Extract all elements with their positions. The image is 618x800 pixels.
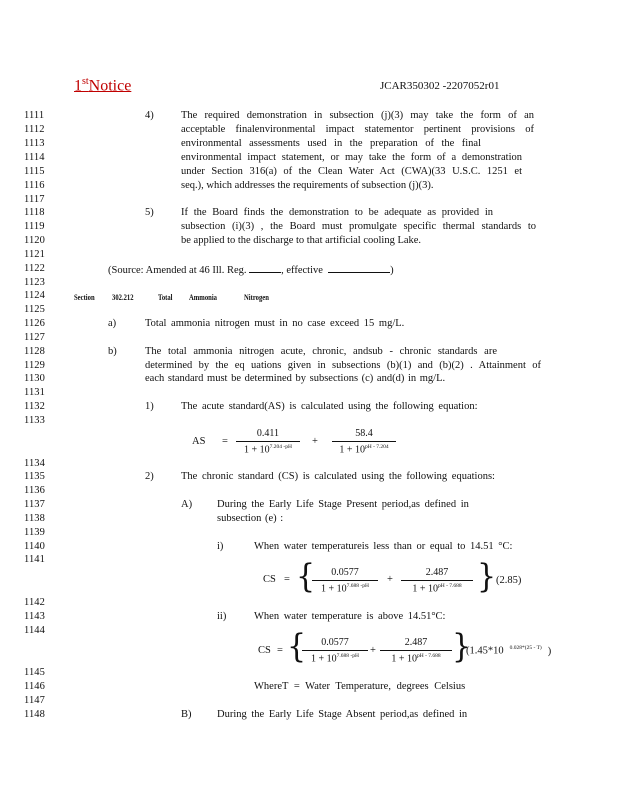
paragraph-line: acceptable finalenvironmental impact statementor pertinent provisions of (181, 124, 534, 135)
line-number: 1120 (24, 235, 46, 246)
document-reference: JCAR350302 -2207052r01 (380, 80, 500, 92)
equation-fraction: $\frac{0.411}{1 + 10^{7.204 -pH}}$ (236, 428, 300, 455)
item-marker: 5) (145, 207, 154, 218)
line-number: 1113 (24, 138, 45, 149)
line-number: 1125 (24, 304, 46, 315)
section-label: Section (74, 292, 95, 302)
equation-fraction: $\frac{0.0577}{1 + 10^{7.688 -pH}}$ (312, 567, 378, 594)
definition-line: WhereT = Water Temperature, degrees Celsius (254, 681, 466, 692)
equation-fraction: $\frac{2.487}{1 + 10^{pH - 7.688}}$ (380, 637, 452, 664)
equation-plus: + (370, 645, 376, 656)
paragraph-line: each standard must be determined by subsections (c) and(d) in mg/L. (145, 373, 446, 384)
line-number: 1127 (24, 332, 46, 343)
paragraph-line: determined by the eq uations given in subsections (b)(1) and (b)(2) . Attainment of (145, 360, 541, 371)
equation-factor: (1.45*10 $^{0.028*(25 - T)}$ ) (466, 645, 552, 657)
equation-lhs: CS (258, 645, 271, 656)
paragraph-line: under Section 316(a) of the Clean Water Act (CWA)(33 U.S.C. 1251 et (181, 166, 522, 177)
line-number: 1128 (24, 346, 46, 357)
section-title: Ammonia (189, 292, 217, 302)
line-number: 1116 (24, 180, 45, 191)
line-number: 1124 (24, 290, 46, 301)
paragraph-line: During the Early Life Stage Present period,as defined in (217, 499, 469, 510)
paragraph-line: seq.), which addresses the requirements of subsection (j)(3). (181, 180, 434, 191)
line-number: 1118 (24, 207, 45, 218)
notice-heading: 1stNotice (74, 76, 132, 95)
line-number: 1119 (24, 221, 45, 232)
equation-factor: (2.85) (496, 575, 522, 586)
line-number: 1141 (24, 554, 46, 565)
line-number: 1122 (24, 263, 46, 274)
left-brace: { (287, 627, 307, 666)
item-marker: A) (181, 499, 193, 510)
item-marker: 2) (145, 471, 154, 482)
line-number: 1123 (24, 277, 46, 288)
line-number: 1143 (24, 611, 46, 622)
paragraph-line: If the Board finds the demonstration to be adequate as provided in (181, 207, 493, 218)
paragraph-line: Total ammonia nitrogen must in no case exceed 15 mg/L. (145, 318, 405, 329)
equation-plus: + (312, 436, 318, 447)
line-number: 1148 (24, 709, 46, 720)
line-number: 1146 (24, 681, 46, 692)
line-number: 1140 (24, 541, 46, 552)
equation-equals: = (277, 645, 283, 656)
paragraph-line: The acute standard(AS) is calculated using the following equation: (181, 401, 478, 412)
equation-equals: = (222, 436, 228, 447)
equation-fraction: $\frac{58.4}{1 + 10^{pH - 7.204}}$ (332, 428, 396, 455)
paragraph-line: During the Early Life Stage Absent period,as defined in (217, 709, 468, 720)
line-number: 1112 (24, 124, 45, 135)
line-number: 1114 (24, 152, 45, 163)
line-number: 1145 (24, 667, 46, 678)
line-number: 1115 (24, 166, 45, 177)
line-number: 1111 (24, 110, 45, 121)
equation-lhs: CS (263, 574, 276, 585)
line-number: 1138 (24, 513, 46, 524)
item-marker: ii) (217, 611, 227, 622)
line-number: 1137 (24, 499, 46, 510)
paragraph-line: The required demonstration in subsection (j)(3) may take the form of an (181, 110, 534, 121)
paragraph-line: When water temperature is above 14.51°C: (254, 611, 446, 622)
line-number: 1126 (24, 318, 46, 329)
item-marker: a) (108, 318, 117, 329)
paragraph-line: The total ammonia nitrogen acute, chronic, andsub - chronic standards are (145, 346, 497, 357)
section-title: Total (158, 292, 173, 302)
section-number: 302.212 (112, 292, 134, 302)
item-marker: b) (108, 346, 117, 357)
line-number: 1144 (24, 625, 46, 636)
line-number: 1147 (24, 695, 46, 706)
paragraph-line: When water temperatureis less than or equal to 14.51 °C: (254, 541, 513, 552)
paragraph-line: subsection (i)(3) , the Board must promulgate specific thermal standards to (181, 221, 536, 232)
line-number: 1136 (24, 485, 46, 496)
line-number: 1134 (24, 458, 46, 469)
paragraph-line: The chronic standard (CS) is calculated using the following equations: (181, 471, 495, 482)
line-number: 1135 (24, 471, 46, 482)
equation-lhs: AS (192, 436, 206, 447)
paragraph-line: be applied to the discharge to that artificial cooling Lake. (181, 235, 422, 246)
right-brace: } (452, 627, 472, 666)
section-title: Nitrogen (244, 292, 269, 302)
line-number: 1130 (24, 373, 46, 384)
source-note: (Source: Amended at 46 Ill. Reg. , effective ) (108, 265, 394, 276)
equation-equals: = (284, 574, 290, 585)
item-marker: 1) (145, 401, 154, 412)
left-brace: { (296, 557, 316, 596)
item-marker: B) (181, 709, 192, 720)
line-number: 1121 (24, 249, 46, 260)
item-marker: 4) (145, 110, 154, 121)
item-marker: i) (217, 541, 224, 552)
line-number: 1117 (24, 194, 45, 205)
line-number: 1133 (24, 415, 46, 426)
line-number: 1129 (24, 360, 46, 371)
line-number: 1132 (24, 401, 46, 412)
paragraph-line: environmental assessments used in the preparation of the final (181, 138, 481, 149)
right-brace: } (477, 557, 497, 596)
equation-fraction: $\frac{2.487}{1 + 10^{pH - 7.688}}$ (401, 567, 473, 594)
line-number: 1139 (24, 527, 46, 538)
equation-fraction: $\frac{0.0577}{1 + 10^{7.688 -pH}}$ (302, 637, 368, 664)
paragraph-line: subsection (e) : (217, 513, 284, 524)
paragraph-line: environmental impact statement, or may take the form of a demonstration (181, 152, 522, 163)
line-number: 1142 (24, 597, 46, 608)
equation-plus: + (387, 574, 393, 585)
line-number: 1131 (24, 387, 46, 398)
